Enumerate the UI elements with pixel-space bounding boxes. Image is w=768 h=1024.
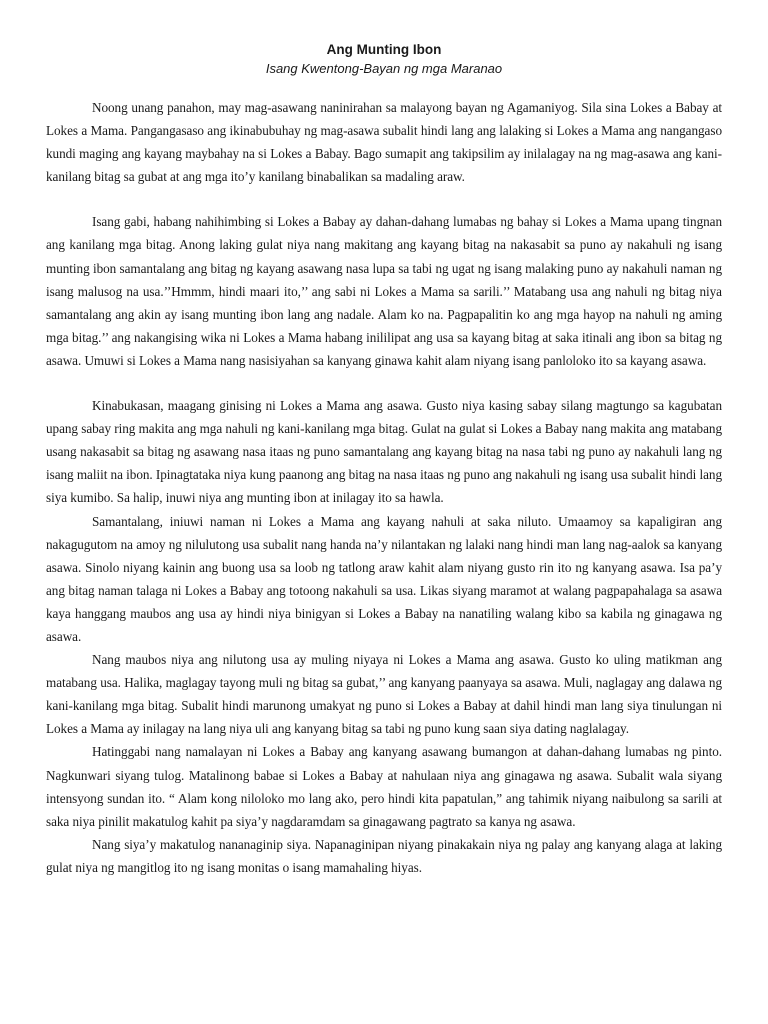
paragraph-6: Hatinggabi nang namalayan ni Lokes a Babay ang kanyang asawang bumangon at dahan-dahang lumabas ng pinto. Nagkunwari siyang tulog. Matalinong babae si Lokes a Babay at nahulaan niya ang ginagawa ng asawa. Subalit wala siyang intensyong sundan ito. “ Alam kong niloloko mo lang ako, pero hindi kita papatulan,” ang tahimik niyang naibulong sa sarili at saka niya pinilit makatulog kahit pa siya’y nagdaramdam sa ginagawang pagtrato sa kanya ng asawa.	[46, 744, 722, 829]
paragraph-3: Kinabukasan, maagang ginising ni Lokes a Mama ang asawa. Gusto niya kasing sabay silang magtungo sa kagubatan upang sabay ring makita ang mga nahuli ng kani-kanilang mga bitag. Gulat na gulat si Lokes a Babay nang makita ang matabang usang nakasabit sa bitag ng asawang nasa itaas ng puno samantalang ang kayang bitag na nasa tabi ng puno ay nakahuli lang ng isang maliit na ibon. Ipinagtataka niya kung paanong ang bitag na nasa itaas ng puno ang nakahuli ng isang usa subalit hindi lang siya kumibo. Sa halip, inuwi niya ang munting ibon at inilagay ito sa hawla.	[46, 398, 722, 506]
document-title: Ang Munting Ibon	[326, 42, 442, 57]
paragraph-7: Nang siya’y makatulog nananaginip siya. Napanaginipan niyang pinakakain niya ng palay ang kanyang alaga at laking gulat niya ng mangitlog ito ng isang monitas o isang mamahaling hiyas.	[46, 836, 722, 875]
paragraph-2: Isang gabi, habang nahihimbing si Lokes a Babay ay dahan-dahang lumabas ng bahay si Lokes a Mama upang tingnan ang kanilang mga bitag. Anong laking gulat niya nang makitang ang kayang bitag na nakasabit sa puno ay nakahuli ng isang munting ibon samantalang ang bitag ng kayang asawang nasa lupa sa tabi ng ugat ng isang malaking puno ay nakahuli naman ng isang malusog na usa.’’Hmmm, hindi maari ito,’’ ang sabi ni Lokes a Mama sa sarili.’’ Matabang usa ang nahuli ng bitag niya samantalang ang akin ay isang munting ibon lang ang nadale. Alam ko na. Pagpapalitin ko ang mga hayop na nahuli ng aming mga bitag.’’ ang nakangising wika ni Lokes a Mama habang inililipat ang usa sa kayang bitag at saka itinali ang ibon sa bitag ng asawa. Umuwi si Lokes a Mama nang nasisiyahan sa kanyang ginawa kahit alam niyang isang panloloko ito sa kayang asawa.	[46, 214, 722, 368]
paragraph-4: Samantalang, iniuwi naman ni Lokes a Mama ang kayang nahuli at saka niluto. Umaamoy sa kapaligiran ang nakagugutom na amoy ng nilulutong usa subalit nang handa na’y nilantakan ng lalaki nang hindi man lang nag-aalok sa kanyang asawa. Sinolo niyang kainin ang buong usa sa loob ng tatlong araw kahit alam niyang gusto rin ito ng kanyang asawa. Isa pa’y ang bitag naman talaga ni Lokes a Babay ang totoong nakahuli sa usa. Likas siyang maramot at walang pagpapahalaga sa asawa kaya hanggang maubos ang usa ay hindi niya binigyan si Lokes a Babay na nanatiling walang kibo sa kabila ng ginagawa ng asawa.	[46, 513, 722, 644]
document-subtitle: Isang Kwentong-Bayan ng mga Maranao	[265, 61, 503, 76]
paragraph-1: Noong unang panahon, may mag-asawang naninirahan sa malayong bayan ng Agamaniyog. Sila sina Lokes a Babay at Lokes a Mama. Pangangasaso ang ikinabubuhay ng mag-asawa subalit hindi lang ang lalaking si Lokes a Mama ang nangangaso kundi maging ang kayang maybahay na si Lokes a Babay. Bago sumapit ang takipsilim ay inilalagay na ng mag-asawa ang kani-kanilang bitag sa gubat at ang mga ito’y kanilang binabalikan sa madaling araw.	[46, 100, 722, 185]
document-page	[46, 40, 722, 879]
paragraph-5: Nang maubos niya ang nilutong usa ay muling niyaya ni Lokes a Mama ang asawa. Gusto ko uling matikman ang matabang usa. Halika, maglagay tayong muli ng bitag sa gubat,’’ ang kanyang paanyaya sa asawa. Muli, naglagay ang dalawa ng kani-kanilang mga bitag. Subalit hindi marunong umakyat ng puno si Lokes a Babay at dahil hindi man lang siya tinulungan ni Lokes a Mama ay inilagay na lang niya uli ang kanyang bitag sa tabi ng puno kung saan siya dating naglalagay.	[46, 652, 722, 737]
